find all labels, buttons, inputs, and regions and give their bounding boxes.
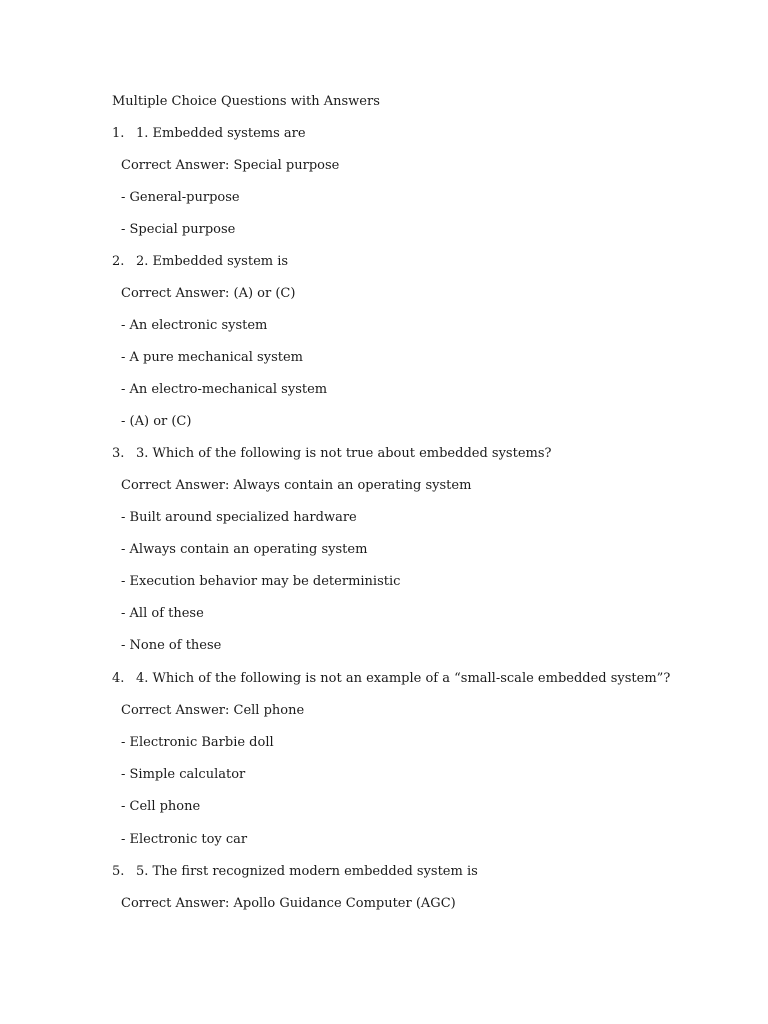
option-item: - Special purpose <box>121 222 236 237</box>
option-item: - An electro-mechanical system <box>121 382 328 397</box>
option-item: - A pure mechanical system <box>121 350 303 365</box>
question-text: 5. The first recognized modern embedded system is <box>136 864 478 879</box>
question-text: 2. Embedded system is <box>136 254 289 269</box>
question-number: 3. <box>112 446 125 461</box>
correct-answer: Correct Answer: Special purpose <box>121 158 340 173</box>
correct-answer: Correct Answer: Cell phone <box>121 703 305 718</box>
question-number: 1. <box>112 126 125 141</box>
option-item: - An electronic system <box>121 318 268 333</box>
option-item: - Electronic toy car <box>121 832 248 847</box>
question-number: 4. <box>112 671 125 686</box>
option-item: - Electronic Barbie doll <box>121 735 274 750</box>
option-item: - Built around specialized hardware <box>121 510 357 525</box>
option-item: - Always contain an operating system <box>121 542 368 557</box>
correct-answer: Correct Answer: (A) or (C) <box>121 286 296 301</box>
question-number: 5. <box>112 864 125 879</box>
option-item: - (A) or (C) <box>121 414 192 429</box>
question-text: 4. Which of the following is not an example of a “small-scale embedded system”? <box>136 671 671 686</box>
option-item: - Execution behavior may be deterministic <box>121 574 401 589</box>
option-item: - All of these <box>121 606 204 621</box>
question-number: 2. <box>112 254 125 269</box>
option-item: - Cell phone <box>121 799 201 814</box>
option-item: - Simple calculator <box>121 767 246 782</box>
option-item: - General-purpose <box>121 190 240 205</box>
document-title: Multiple Choice Questions with Answers <box>112 94 380 109</box>
correct-answer: Correct Answer: Apollo Guidance Computer (AGC) <box>121 896 456 911</box>
question-text: 1. Embedded systems are <box>136 126 306 141</box>
option-item: - None of these <box>121 638 222 653</box>
question-text: 3. Which of the following is not true about embedded systems? <box>136 446 552 461</box>
correct-answer: Correct Answer: Always contain an operating system <box>121 478 472 493</box>
